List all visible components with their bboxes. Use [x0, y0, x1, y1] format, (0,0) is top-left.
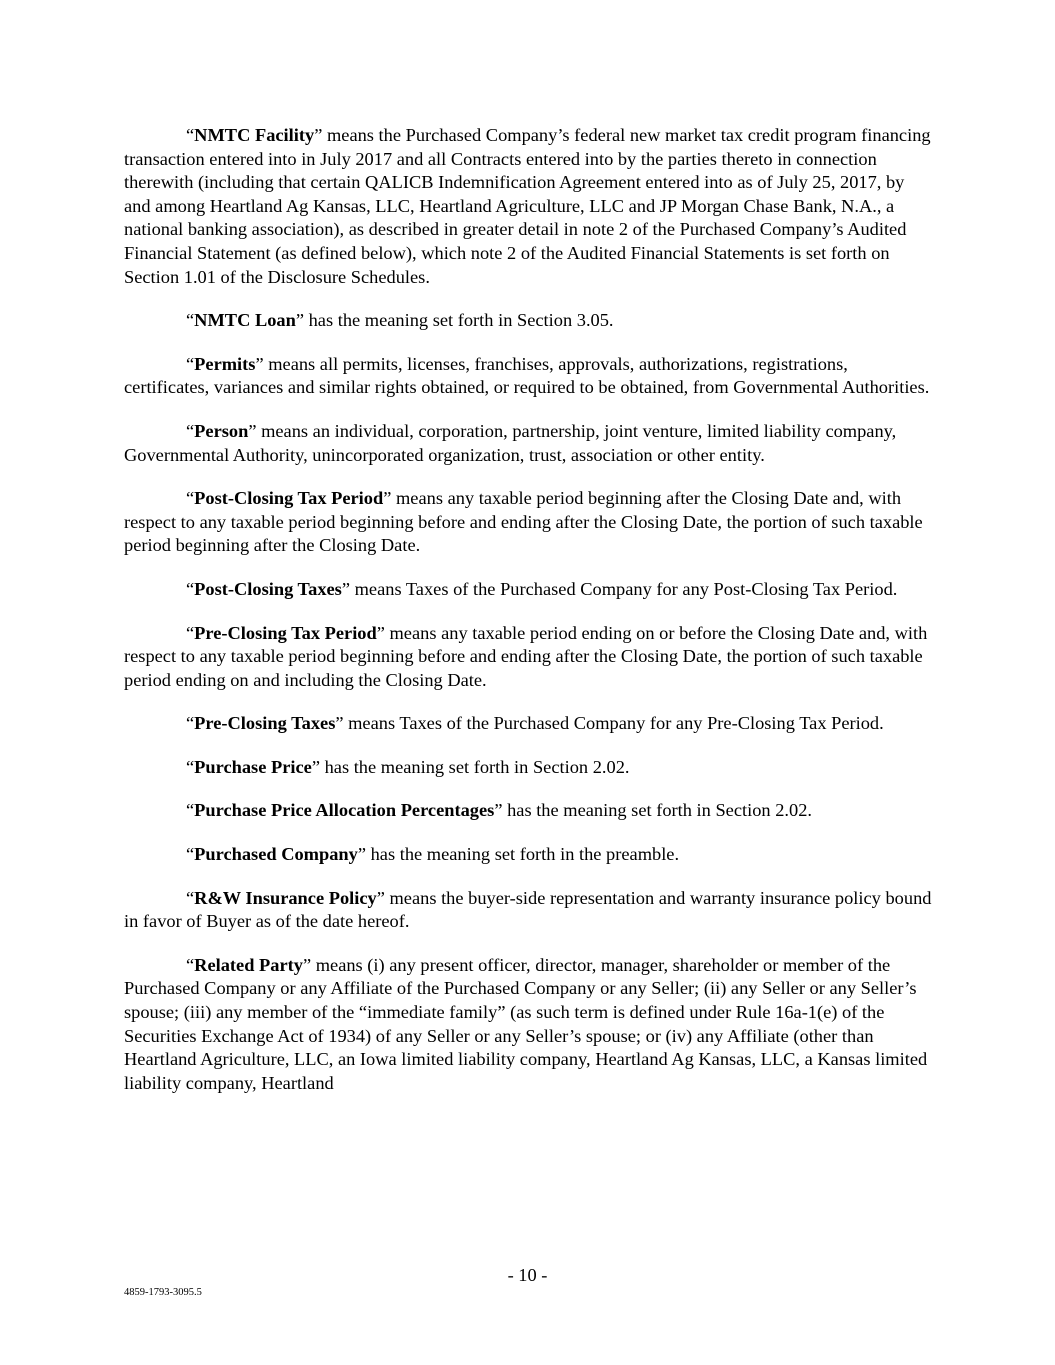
definition-nmtc-loan: “NMTC Loan” has the meaning set forth in Section 3.05.	[186, 310, 614, 331]
definition-text: means the buyer-side representation and warranty insurance policy bound in favor of Buyer as of the date hereof.	[124, 887, 932, 932]
definition-permits: “Permits” means all permits, licenses, franchises, approvals, authorizations, registrations, certificates, variances and similar rights obtained, or required to be obtained, from Governmental Authorities.	[124, 353, 930, 398]
term: Purchased Company	[194, 844, 358, 865]
definition-purchase-price: “Purchase Price” has the meaning set forth in Section 2.02.	[186, 756, 630, 777]
definition-text: means Taxes of the Purchased Company for any Post-Closing Tax Period.	[350, 578, 898, 599]
definition-related-party: “Related Party” means (i) any present officer, director, manager, shareholder or member of the Purchased Company or any Affiliate of the Purchased Company or any Seller; (ii) any Seller or any Seller’s spouse; (iii) any member of the “immediate family” (as such term is defined under Rule 16a-1(e) of the Securities Exchange Act of 1934) of any Seller or any Seller’s spouse; or (iv) any Affiliate (other than Heartland Agriculture, LLC, an Iowa limited liability company, Heartland Ag Kansas, LLC, a Kansas limited liability company, Heartland	[124, 954, 928, 1093]
definition-text: has the meaning set forth in Section 2.02.	[502, 800, 813, 821]
term: Purchase Price	[194, 756, 312, 777]
term: Purchase Price Allocation Percentages	[194, 800, 495, 821]
term: Pre-Closing Tax Period	[194, 622, 377, 643]
term: Post-Closing Tax Period	[194, 488, 384, 509]
definition-pre-closing-tax-period: “Pre-Closing Tax Period” means any taxable period ending on or before the Closing Date and, with respect to any taxable period beginning before and ending after the Closing Date, the portion of such taxable period ending on and including the Closing Date.	[124, 622, 928, 690]
definition-text: has the meaning set forth in the preamble.	[366, 844, 680, 865]
definition-purchased-company: “Purchased Company” has the meaning set forth in the preamble.	[186, 844, 680, 865]
definition-post-closing-tax-period: “Post-Closing Tax Period” means any taxable period beginning after the Closing Date and, with respect to any taxable period beginning before and ending after the Closing Date, the portion of such taxable period beginning after the Closing Date.	[124, 488, 923, 556]
definition-text: means Taxes of the Purchased Company for any Pre-Closing Tax Period.	[343, 713, 884, 734]
definition-text: has the meaning set forth in Section 3.05.	[304, 310, 614, 331]
definition-person: “Person” means an individual, corporation, partnership, joint venture, limited liability company, Governmental Authority, unincorporated organization, trust, association or other entity.	[124, 420, 897, 465]
definition-text: means the Purchased Company’s federal new market tax credit program financing transaction entered into in July 2017 and all Contracts entered into by the parties thereto in connection therewith (including that certain QALICB Indemnification Agreement entered into as of July 25, 2017, by and among Heartland Ag Kansas, LLC, Heartland Agriculture, LLC and JP Morgan Chase Bank, N.A., a national banking association), as described in greater detail in note 2 of the Purchased Company’s Audited Financial Statement (as defined below), which note 2 of the Audited Financial Statements is set forth on Section 1.01 of the Disclosure Schedules.	[124, 125, 931, 287]
definition-nmtc-facility: “NMTC Facility” means the Purchased Company’s federal new market tax credit program financing transaction entered into in July 2017 and all Contracts entered into by the parties thereto in connection therewith (including that certain QALICB Indemnification Agreement entered into as of July 25, 2017, by and among Heartland Ag Kansas, LLC, Heartland Agriculture, LLC and JP Morgan Chase Bank, N.A., a national banking association), as described in greater detail in note 2 of the Purchased Company’s Audited Financial Statement (as defined below), which note 2 of the Audited Financial Statements is set forth on Section 1.01 of the Disclosure Schedules.	[124, 125, 931, 287]
term: NMTC Loan	[194, 310, 296, 331]
document-id: 4859-1793-3095.5	[124, 1287, 202, 1298]
term: Person	[194, 420, 249, 441]
page-number: - 10 -	[507, 1265, 548, 1285]
definition-text: means any taxable period beginning after the Closing Date and, with respect to any taxable period beginning before and ending after the Closing Date, the portion of such taxable period beginning after the Closing Date.	[124, 488, 923, 556]
document-page	[124, 124, 934, 1115]
definition-text: means an individual, corporation, partnership, joint venture, limited liability company, Governmental Authority, unincorporated organization, trust, association or other entity.	[124, 420, 897, 465]
definition-text: means all permits, licenses, franchises, approvals, authorizations, registrations, certificates, variances and similar rights obtained, or required to be obtained, from Governmental Authorities.	[124, 353, 930, 398]
definition-text: has the meaning set forth in Section 2.02.	[319, 756, 630, 777]
definition-purchase-price-allocation-percentages: “Purchase Price Allocation Percentages” has the meaning set forth in Section 2.02.	[186, 800, 813, 821]
term: Related Party	[194, 954, 303, 975]
definition-pre-closing-taxes: “Pre-Closing Taxes” means Taxes of the Purchased Company for any Pre-Closing Tax Period.	[186, 713, 884, 734]
definition-rw-insurance-policy: “R&W Insurance Policy” means the buyer-side representation and warranty insurance policy bound in favor of Buyer as of the date hereof.	[124, 887, 932, 932]
term: NMTC Facility	[194, 125, 315, 145]
term: R&W Insurance Policy	[194, 887, 377, 908]
definition-post-closing-taxes: “Post-Closing Taxes” means Taxes of the Purchased Company for any Post-Closing Tax Period.	[186, 578, 898, 599]
term: Post-Closing Taxes	[194, 578, 342, 599]
definition-text: means any taxable period ending on or before the Closing Date and, with respect to any taxable period beginning before and ending after the Closing Date, the portion of such taxable period ending on and including the Closing Date.	[124, 622, 928, 690]
term: Permits	[194, 353, 256, 374]
definition-text: means (i) any present officer, director, manager, shareholder or member of the Purchased Company or any Affiliate of the Purchased Company or any Seller; (ii) any Seller or any Seller’s spouse; (iii) any member of the “immediate family” (as such term is defined under Rule 16a-1(e) of the Securities Exchange Act of 1934) of any Seller or any Seller’s spouse; or (iv) any Affiliate (other than Heartland Agriculture, LLC, an Iowa limited liability company, Heartland Ag Kansas, LLC, a Kansas limited liability company, Heartland	[124, 954, 928, 1093]
term: Pre-Closing Taxes	[194, 713, 336, 734]
